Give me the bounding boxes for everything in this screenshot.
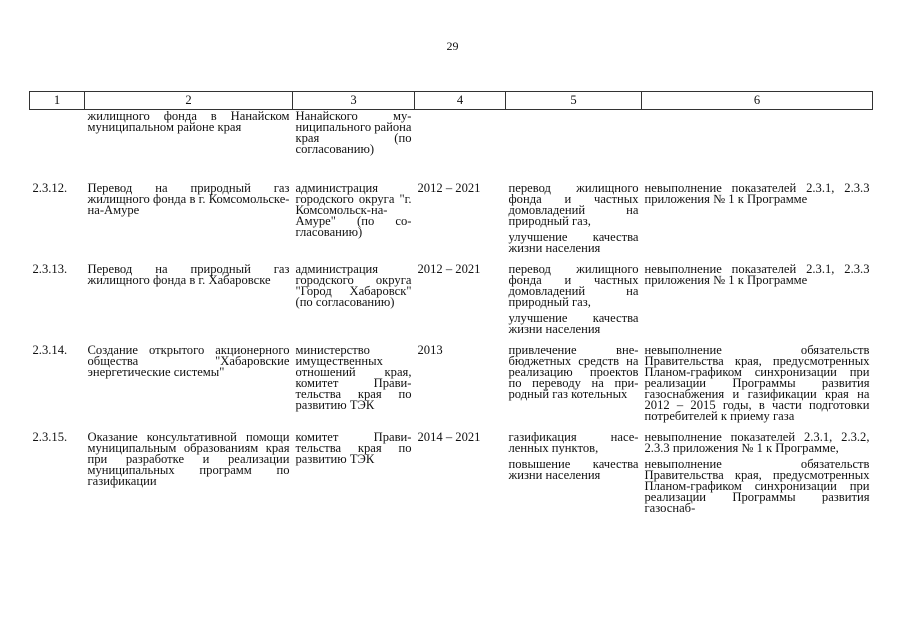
executor: администрация городского округа "Город Хабаровск" (по согласованию) (295, 262, 412, 309)
expected-result (506, 110, 642, 184)
measure-name: Перевод на природный газ жилищного фонда в г. Хабаровске (87, 262, 290, 287)
period: 2012 – 2021 (417, 262, 481, 276)
executor: комитет Правительства края по развитию ТЭК (295, 430, 412, 466)
executor: министерство имущественных отношений края, комитет Правительства края по развитию ТЭК (295, 343, 412, 412)
consequence-paragraph: невыполнение показателей 2.3.1, 2.3.3 приложения № 1 к Программе (644, 181, 870, 206)
consequence (642, 432, 873, 524)
item-number: 2.3.14. (32, 343, 68, 357)
table-header-row (30, 92, 873, 110)
consequence-paragraph: невыполнение показателей 2.3.1, 2.3.3 приложения № 1 к Программе (644, 262, 870, 287)
result-paragraph: газификация населенных пунктов, (508, 430, 639, 455)
measure-name: Оказание консультативной помощи муниципальным образованиям края при разработке и реализации муниципальных программ по газификации (87, 430, 290, 488)
expected-result (506, 264, 642, 345)
item-number: 2.3.13. (32, 262, 68, 276)
consequence-paragraph: невыполнение обязательств Правительства края, предусмотренных Планом-графиком синхронизации при реализации Программы развития газоснабжения и газификации края на 2012 – 2015 годы, в части подготовки потребителей к приему газа (644, 343, 870, 423)
consequence (642, 264, 873, 345)
executor: администрация городского округа "г. Комсомольск-на-Амуре" (по согласованию) (295, 181, 412, 239)
table-row (30, 345, 873, 432)
column-header: 4 (415, 92, 506, 110)
consequence-paragraph: невыполнение обязательств Правительства края, предусмотренных Планом-графиком синхронизации при реализации Программы развития газоснаб- (644, 457, 870, 515)
item-number: 2.3.12. (32, 181, 68, 195)
result-paragraph: улучшение качества жизни населения (508, 230, 639, 255)
column-header: 6 (642, 92, 873, 110)
column-header: 2 (85, 92, 293, 110)
period: 2014 – 2021 (417, 430, 481, 444)
expected-result (506, 345, 642, 432)
measures-table (29, 91, 873, 524)
executor: Нанайского муниципального района края (по согласованию) (295, 109, 412, 156)
column-header: 3 (293, 92, 415, 110)
page-number: 29 (446, 39, 459, 53)
consequence (642, 183, 873, 264)
column-header: 5 (506, 92, 642, 110)
measure-name: Создание открытого акционерного общества "Хабаровские энергетические системы" (87, 343, 290, 379)
result-paragraph: перевод жилищного фонда и частных домовладений на природный газ, (508, 262, 639, 309)
measure-name: Перевод на природный газ жилищного фонда в г. Комсомольске-на-Амуре (87, 181, 290, 217)
period (415, 110, 506, 184)
measure-name: жилищного фонда в Нанайском муниципальном районе края (87, 109, 290, 134)
consequence (642, 110, 873, 184)
consequence (642, 345, 873, 432)
item-number: 2.3.15. (32, 430, 68, 444)
column-header: 1 (30, 92, 85, 110)
table-row (30, 264, 873, 345)
consequence-paragraph: невыполнение показателей 2.3.1, 2.3.2, 2.3.3 приложения № 1 к Программе, (644, 430, 870, 455)
result-paragraph: повышение качества жизни населения (508, 457, 639, 482)
result-paragraph: привлечение внебюджетных средств на реализацию проектов по переводу на природный газ котельных (508, 343, 639, 401)
item-number (30, 110, 85, 184)
result-paragraph: перевод жилищного фонда и частных домовладений на природный газ, (508, 181, 639, 228)
expected-result (506, 432, 642, 524)
table-row (30, 183, 873, 264)
period: 2012 – 2021 (417, 181, 481, 195)
result-paragraph: улучшение качества жизни населения (508, 311, 639, 336)
table-row (30, 110, 873, 184)
table-row (30, 432, 873, 524)
period: 2013 (417, 343, 443, 357)
expected-result (506, 183, 642, 264)
